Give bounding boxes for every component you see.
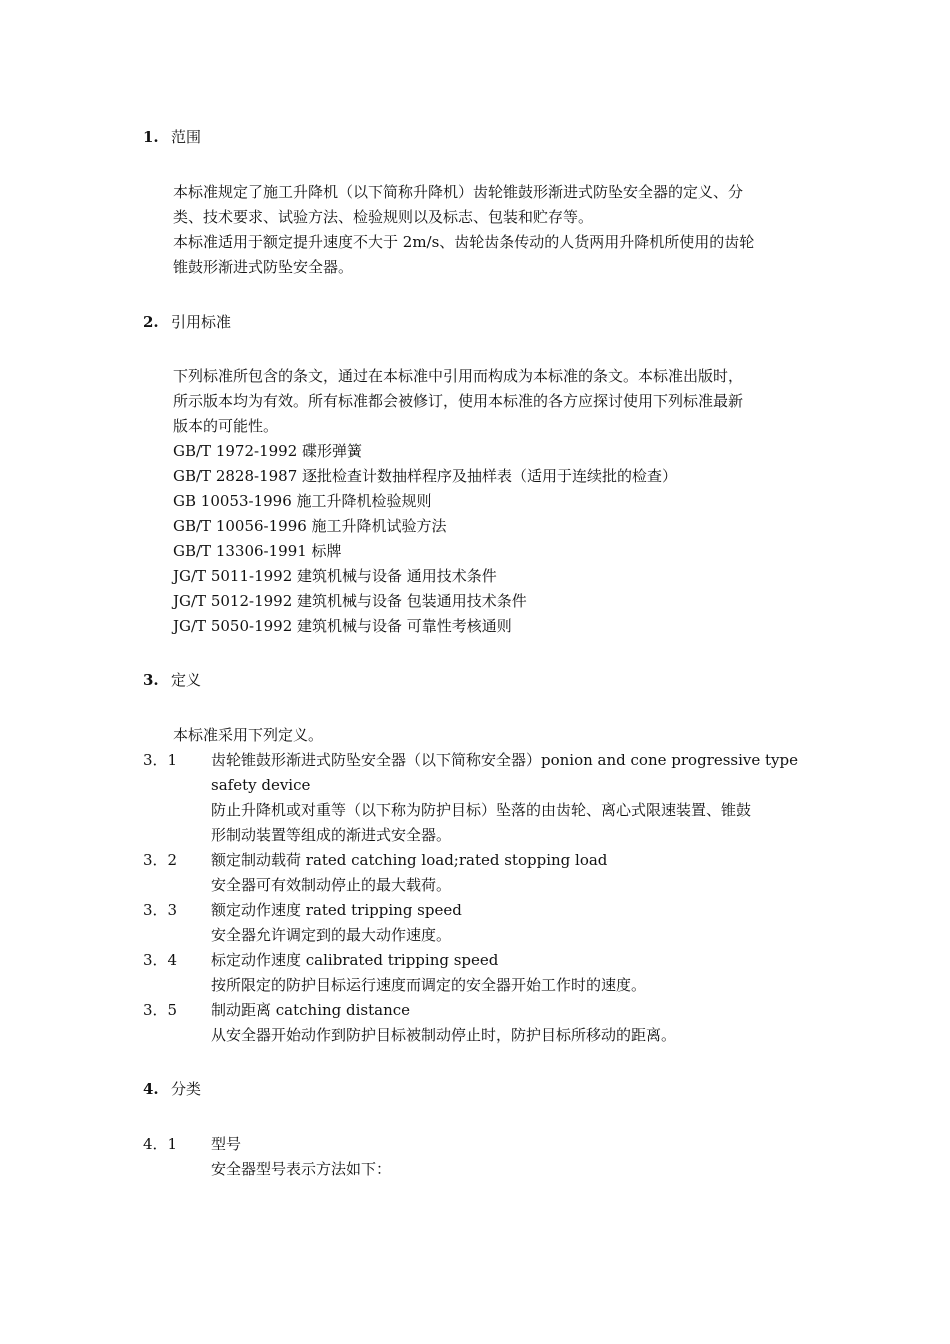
reference-standard: GB/T 1972-1992 碟形弹簧 [173,442,363,460]
definition-description: 形制动装置等组成的渐进式安全器。 [211,826,452,844]
paragraph-line: 版本的可能性。 [173,417,279,435]
paragraph-line: 类、技术要求、试验方法、检验规则以及标志、包装和贮存等。 [173,208,594,226]
section-4-heading [143,1079,201,1099]
definition-description: 安全器可有效制动停止的最大载荷。 [211,876,452,894]
reference-standard: JG/T 5011-1992 建筑机械与设备 通用技术条件 [173,567,497,585]
definition-description: 安全器允许调定到的最大动作速度。 [211,926,452,944]
section-title: 分类 [171,1080,202,1098]
section-title: 引用标准 [171,313,232,331]
reference-standard: JG/T 5012-1992 建筑机械与设备 包装通用技术条件 [173,592,527,610]
definition-term: 额定制动载荷 rated catching load;rated stopping load [211,851,608,869]
definition-description: 防止升降机或对重等（以下称为防护目标）坠落的由齿轮、离心式限速装置、锥鼓 [211,801,752,819]
definition-number: 3．1 [143,751,178,769]
definition-number: 3．4 [143,951,178,969]
definition-term: 额定动作速度 rated tripping speed [211,901,462,919]
reference-standard: GB/T 13306-1991 标牌 [173,542,342,560]
section-number: 3. [143,671,159,689]
paragraph-line: 下列标准所包含的条文，通过在本标准中引用而构成为本标准的条文。本标准出版时， [173,367,744,385]
paragraph-line: 所示版本均为有效。所有标准都会被修订，使用本标准的各方应探讨使用下列标准最新 [173,392,744,410]
definition-number: 3．2 [143,851,178,869]
reference-standard: GB/T 2828-1987 逐批检查计数抽样程序及抽样表（适用于连续批的检查） [173,467,678,485]
reference-standard: JG/T 5050-1992 建筑机械与设备 可靠性考核通则 [173,617,512,635]
definition-description: 从安全器开始动作到防护目标被制动停止时，防护目标所移动的距离。 [211,1026,677,1044]
section-number: 4. [143,1080,159,1098]
paragraph-line: 本标准规定了施工升降机（以下简称升降机）齿轮锥鼓形渐进式防坠安全器的定义、分 [173,183,744,201]
reference-standard: GB 10053-1996 施工升降机检验规则 [173,492,432,510]
paragraph-line: 锥鼓形渐进式防坠安全器。 [173,258,354,276]
reference-standard: GB/T 10056-1996 施工升降机试验方法 [173,517,447,535]
section-title: 定义 [171,671,202,689]
section-1-heading [143,127,201,147]
definition-number: 3．5 [143,1001,178,1019]
definition-term: 齿轮锥鼓形渐进式防坠安全器（以下简称安全器）ponion and cone progressive type [211,751,799,769]
section-title: 范围 [171,128,202,146]
subsection-description: 安全器型号表示方法如下： [211,1160,392,1178]
section-number: 2. [143,313,159,331]
paragraph-line: 本标准适用于额定提升速度不大于 2m/s、齿轮齿条传动的人货两用升降机所使用的齿轮 [173,233,755,251]
subsection-number: 4．1 [143,1135,178,1153]
subsection-title: 型号 [211,1135,242,1153]
definition-term: 制动距离 catching distance [211,1001,411,1019]
definitions-intro: 本标准采用下列定义。 [173,726,324,744]
section-number: 1. [143,128,159,146]
definition-term: safety device [211,776,311,794]
section-3-heading [143,670,201,690]
definition-term: 标定动作速度 calibrated tripping speed [211,951,499,969]
definition-description: 按所限定的防护目标运行速度而调定的安全器开始工作时的速度。 [211,976,647,994]
section-2-heading [143,312,231,332]
definition-number: 3．3 [143,901,178,919]
